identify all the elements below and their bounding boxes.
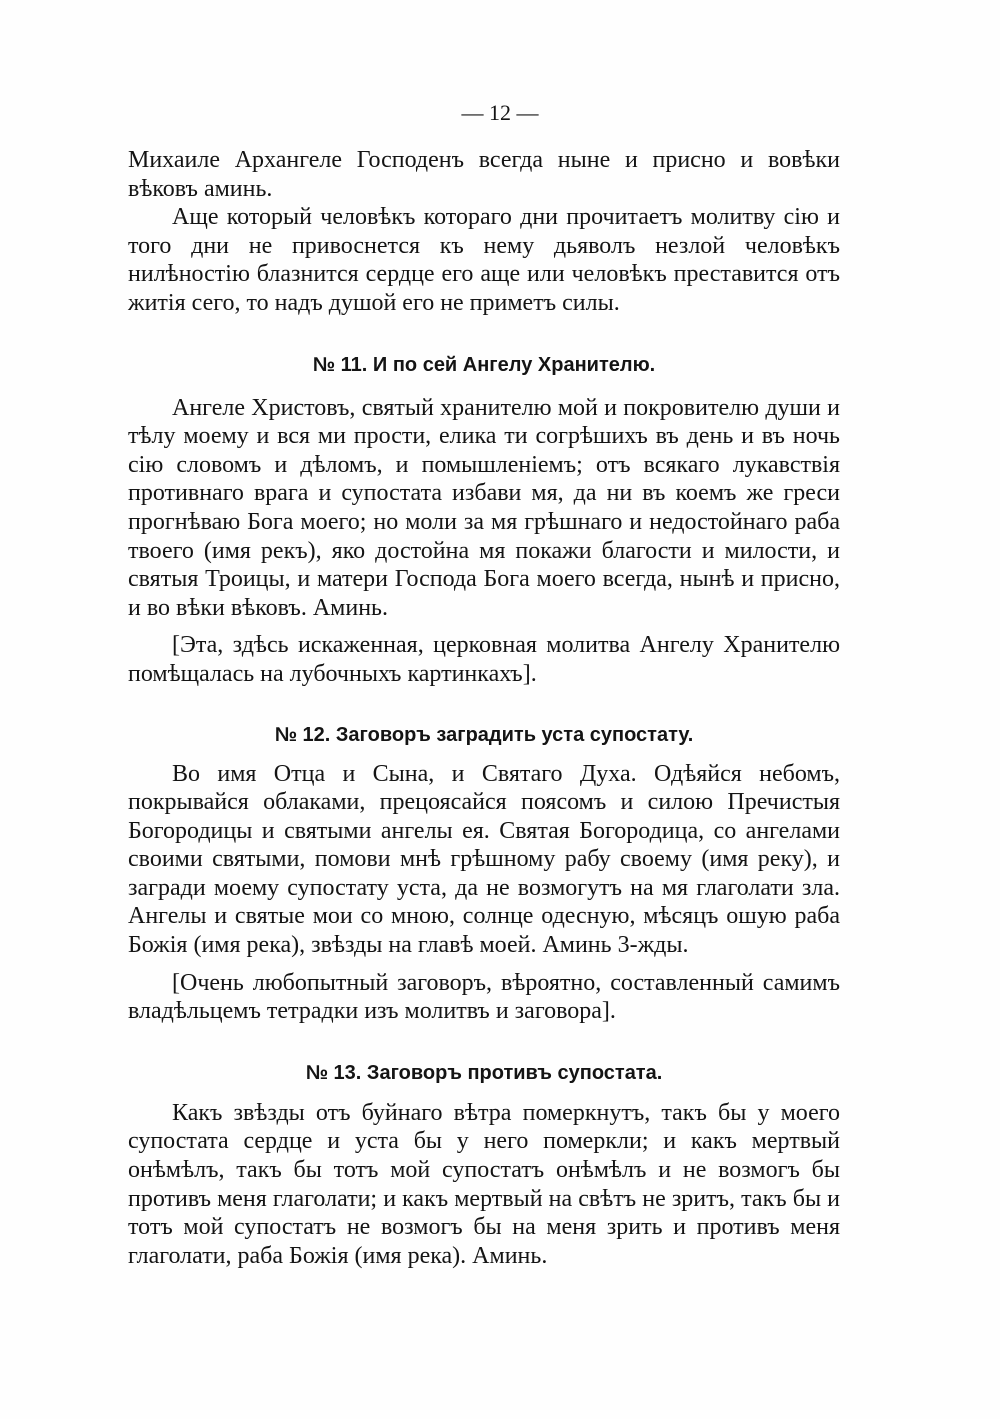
page-body: [128, 146, 840, 1270]
section-12-text: Во имя Отца и Сына, и Святаго Духа. Одѣяйся небомъ, покрывайся облаками, прецоясайся поясомъ и силою Пречистыя Богородицы и святыми ангелы ея. Святая Богородица, со ангелами своими святыми, помови мнѣ грѣшному рабу своему (имя реку), и загради моему супостату уста, да не возмогутъ на мя глаголати зла. Ангелы и святые мои со мною, солнце одесную, мѣсяцъ ошую раба Божія (имя река), звѣзды на главѣ моей. Аминь 3-жды.: [128, 760, 840, 959]
page-number: — 12 —: [461, 100, 539, 125]
intro-paragraph: Михаиле Архангеле Господенъ всегда ныне и присно и вовѣки вѣковъ аминь.: [128, 147, 840, 202]
section-12-note: [Очень любопытный заговоръ, вѣроятно, составленный самимъ владѣльцемъ тетрадки изъ молитвъ и заговора].: [128, 969, 840, 1025]
section-heading-11: № 11. И по сей Ангелу Хранителю.: [312, 353, 656, 376]
section-11-text: Ангеле Христовъ, святый хранителю мой и покровителю души и тѣлу моему и вся ми прости, елика ти согрѣшихъ въ день и въ ночь сію словомъ и дѣломъ, и помышленіемъ; отъ всякаго лукавствія противнаго врага и супостата избави мя, да ни въ коемъ же греси прогнѣваю Бога моего; но моли за мя грѣшнаго и недостойнаго раба твоего (имя рекъ), яко достойна мя покажи благости и милости, и святыя Троицы, и матери Господа Бога моего всегда, нынѣ и присно, и во вѣки вѣковъ. Аминь.: [128, 394, 840, 621]
section-11-note: [Эта, здѣсь искаженная, церковная молитва Ангелу Хранителю помѣщалась на лубочныхъ картинкахъ].: [128, 632, 840, 687]
intro-note-paragraph: Аще который человѣкъ котораго дни прочитаетъ молитву сію и того дни не привоснется къ нему дьяволъ незлой человѣкъ нилѣностію блазнится сердце его аще или человѣкъ преставится отъ житія сего, то надъ душой его не приметъ силы.: [128, 204, 840, 316]
section-13-text: Какъ звѣзды отъ буйнаго вѣтра померкнутъ, такъ бы у моего супостата сердце и уста бы у него померкли; и какъ мертвый онѣмѣлъ, такъ бы тотъ мой супостатъ онѣмѣлъ и не возмогъ бы противъ меня глаголати; и какъ мертвый на свѣтъ не зритъ, такъ бы и тотъ мой супостатъ не возмогъ бы на меня зрить и противъ меня глаголати, раба Божія (имя река). Аминь.: [128, 1099, 840, 1269]
section-heading-13: № 13. Заговоръ противъ супостата.: [305, 1061, 663, 1084]
section-heading-12: № 12. Заговоръ заградить уста супостату.: [274, 723, 694, 746]
